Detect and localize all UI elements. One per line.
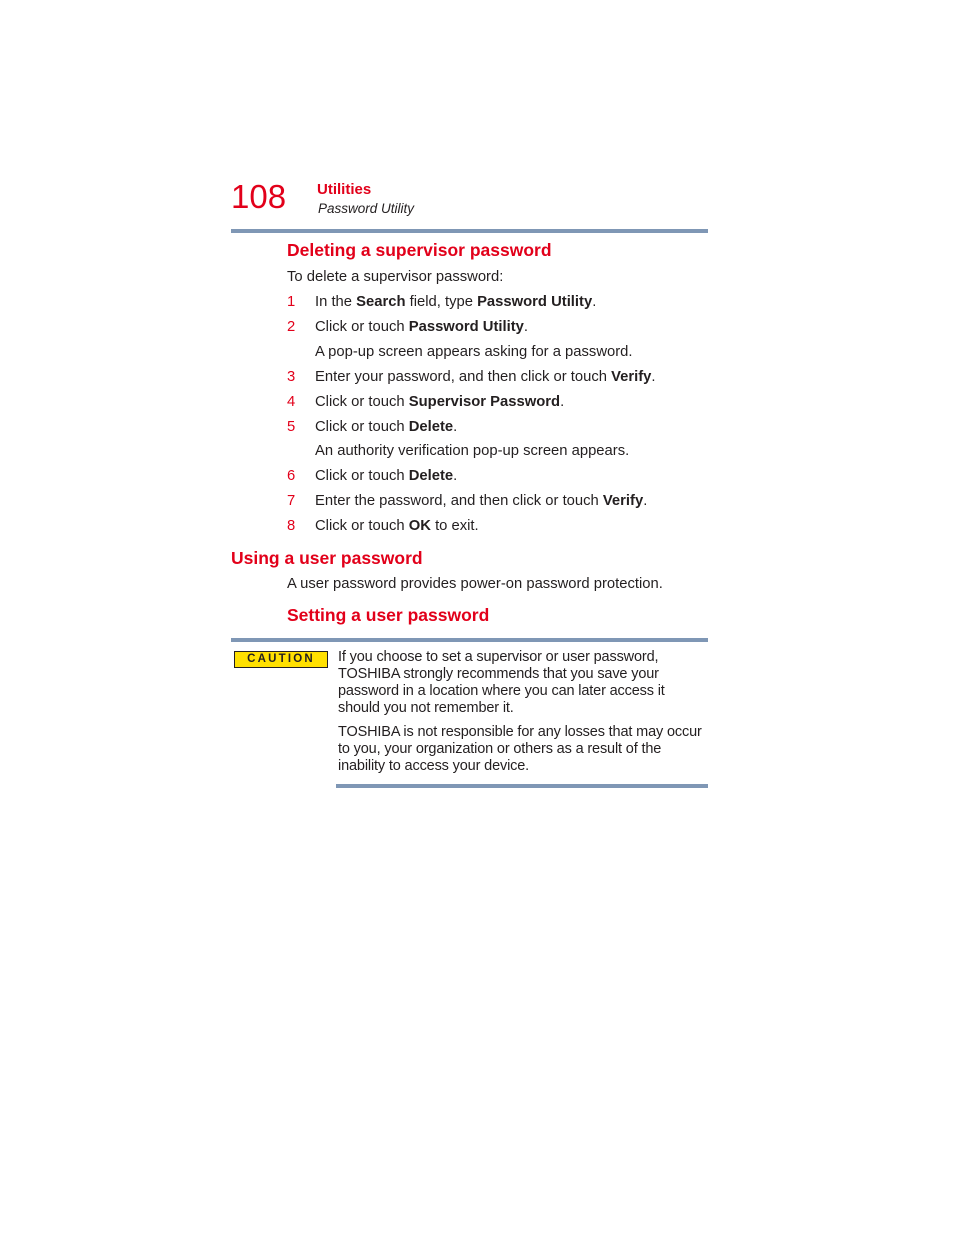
- caution-text: [338, 649, 710, 775]
- step-number: 4: [287, 394, 296, 410]
- caution-paragraph: If you choose to set a supervisor or user password, TOSHIBA strongly recommends that you save your password in a location where you can later access it should you not remember it.: [338, 649, 665, 716]
- chapter-title: Utilities: [317, 181, 372, 198]
- step-number: 3: [287, 369, 296, 385]
- step-text: Click or touch Supervisor Password.: [315, 394, 565, 410]
- page-number: 108: [231, 178, 287, 215]
- caution-paragraph: TOSHIBA is not responsible for any losses that may occur to you, your organization or others as a result of the inability to access your device.: [338, 724, 702, 774]
- step-number: 2: [287, 319, 296, 335]
- step-number: 6: [287, 468, 296, 484]
- step-number: 8: [287, 518, 296, 534]
- caution-top-rule: [231, 638, 708, 642]
- step-text: Enter your password, and then click or touch Verify.: [315, 369, 656, 385]
- heading-setting-user-password: Setting a user password: [287, 605, 490, 625]
- caution-bottom-rule: [336, 784, 708, 788]
- header-rule: [231, 229, 708, 233]
- step-text: Click or touch OK to exit.: [315, 518, 479, 534]
- section-title: Password Utility: [318, 201, 415, 216]
- step-number: 5: [287, 419, 296, 435]
- step-text: In the Search field, type Password Utility.: [315, 294, 597, 310]
- caution-badge: CAUTION: [234, 651, 328, 668]
- using-text: A user password provides power-on password protection.: [287, 576, 663, 592]
- heading-deleting-supervisor-password: Deleting a supervisor password: [287, 240, 552, 260]
- step-text: Click or touch Delete.: [315, 468, 458, 484]
- step-note: An authority verification pop-up screen appears.: [315, 443, 630, 459]
- step-note: A pop-up screen appears asking for a password.: [315, 344, 633, 360]
- step-text: Click or touch Password Utility.: [315, 319, 528, 335]
- step-number: 7: [287, 493, 296, 509]
- step-text: Enter the password, and then click or touch Verify.: [315, 493, 648, 509]
- heading-using-user-password: Using a user password: [231, 548, 423, 568]
- step-number: 1: [287, 294, 296, 310]
- step-text: Click or touch Delete.: [315, 419, 458, 435]
- deleting-intro: To delete a supervisor password:: [287, 269, 504, 285]
